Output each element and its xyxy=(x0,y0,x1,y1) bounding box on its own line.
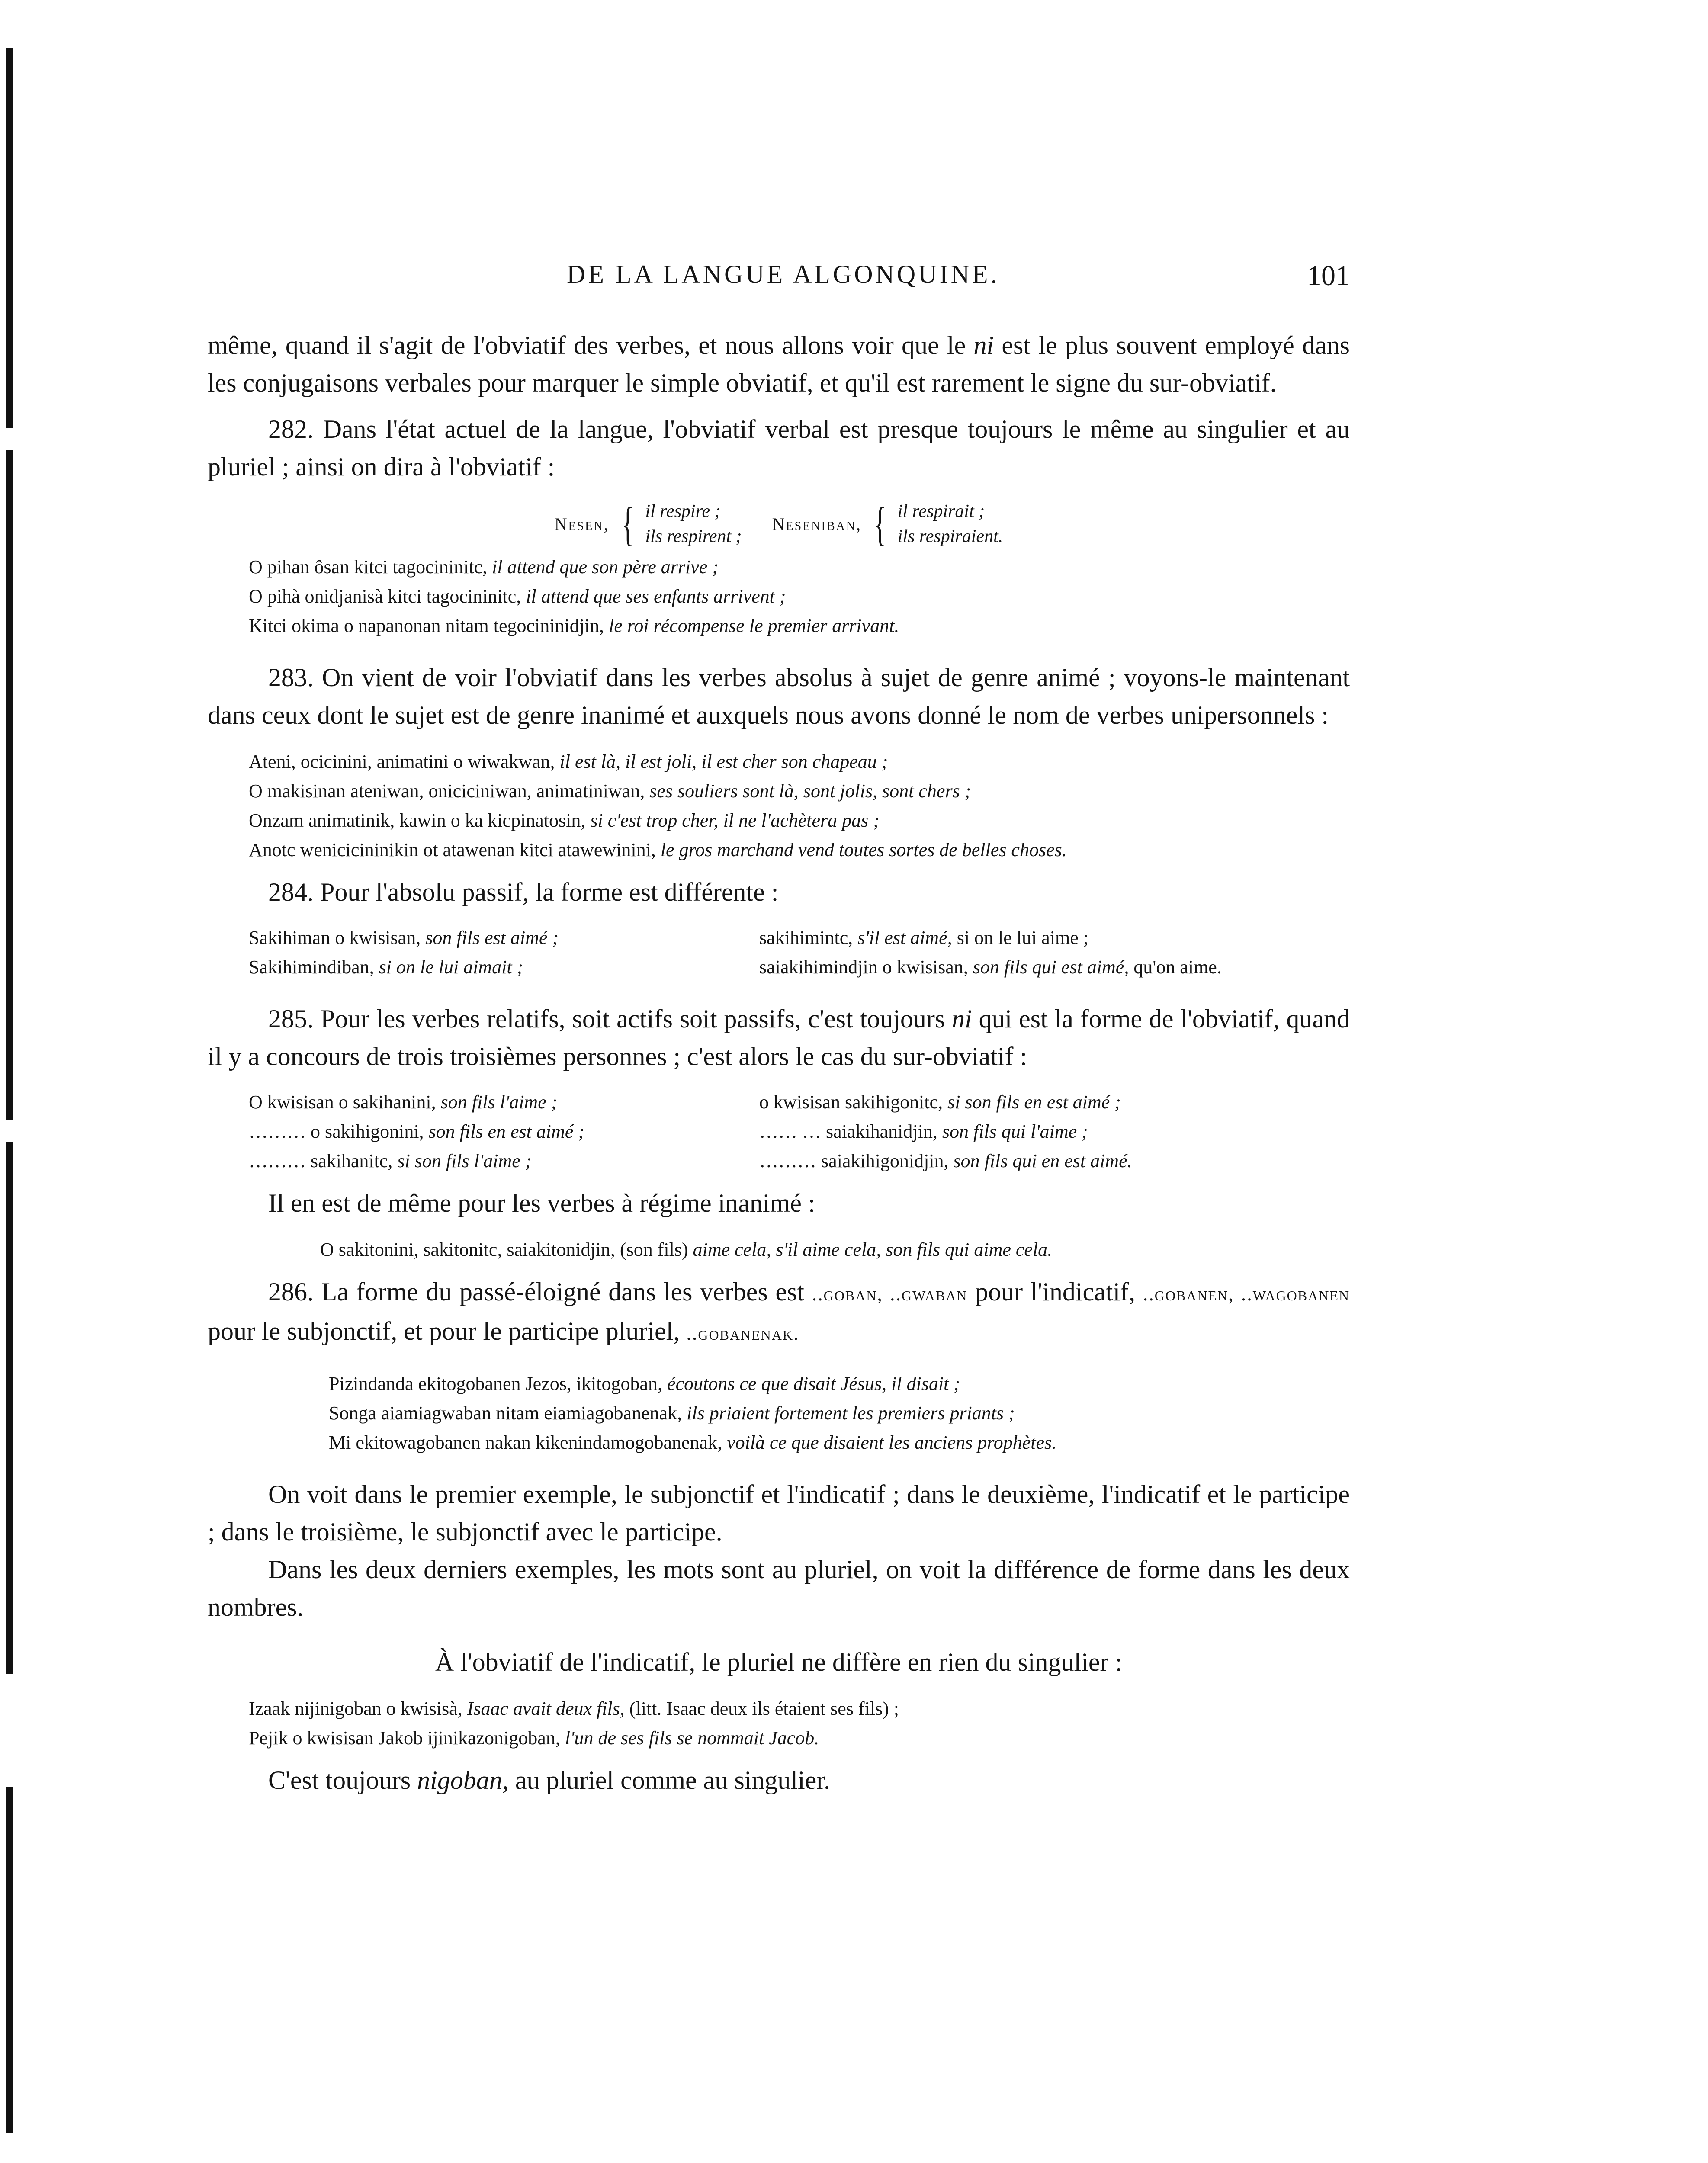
example-line: Mi ekitowagobanen nakan kikenindamogobanenak, voilà ce que disaient les anciens prophètes. xyxy=(329,1432,1057,1453)
example-line: ……… sakihanitc, si son fils l'aime ; xyxy=(249,1150,532,1171)
example-line: O makisinan ateniwan, oniciciniwan, animatiniwan, ses souliers sont là, sont jolis, sont chers ; xyxy=(249,780,971,802)
example-line: ……… saiakihigonidjin, son fils qui en est aimé. xyxy=(759,1150,1132,1171)
paragraph-on-voit: On voit dans le premier exemple, le subjonctif et l'indicatif ; dans le deuxième, l'indicatif et le participe ; dans le troisième, le subjonctif avec le participe. xyxy=(208,1480,1350,1546)
form-suffix: ..gobanen, ..wagobanen xyxy=(1143,1283,1350,1305)
conj-name: Nesen, xyxy=(554,514,610,534)
intro-paragraph: même, quand il s'agit de l'obviatif des verbes, et nous allons voir que le ni est le plus souvent employé dans les conjugaisons verbales pour marquer le simple obviatif, et qu'il est rarement le signe du sur-obviatif. xyxy=(208,331,1350,397)
example-line: Onzam animatinik, kawin o ka kicpinatosin, si c'est trop cher, il ne l'achètera pas ; xyxy=(249,810,880,831)
examples-282 xyxy=(249,552,1350,641)
example-line: Sakihimindiban, si on le lui aimait ; xyxy=(249,956,523,978)
text-flow xyxy=(208,327,1350,1799)
conj-form: ils respirent ; xyxy=(645,526,742,546)
nigoban-word: nigoban, xyxy=(417,1766,509,1794)
example-line: O pihà onidjanisà kitci tagocininitc, il attend que ses enfants arrivent ; xyxy=(249,586,786,607)
example-line: Izaak nijinigoban o kwisisà, Isaac avait deux fils, (litt. Isaac deux ils étaient ses fils) ; xyxy=(249,1698,899,1719)
obviatif-heading: À l'obviatif de l'indicatif, le pluriel ne diffère en rien du singulier : xyxy=(435,1648,1123,1676)
page xyxy=(208,0,1358,2163)
running-header xyxy=(208,260,1350,298)
example-line: sakihimintc, s'il est aimé, si on le lui aime ; xyxy=(759,927,1088,948)
example-line: O pihan ôsan kitci tagocininitc, il attend que son père arrive ; xyxy=(249,556,719,578)
conjugation-table xyxy=(208,499,1350,549)
example-line: Kitci okima o napanonan nitam tegocininidjin, le roi récompense le premier arrivant. xyxy=(249,615,899,636)
conj-form: il respirait ; xyxy=(897,501,985,521)
conj-form: ils respiraient. xyxy=(897,526,1003,546)
example-line: o kwisisan sakihigonitc, si son fils en est aimé ; xyxy=(759,1091,1121,1113)
ni-word: ni xyxy=(952,1004,972,1033)
binding-edge xyxy=(6,48,13,428)
paragraph-dans: Dans les deux derniers exemples, les mots sont au pluriel, on voit la différence de forme dans les deux nombres. xyxy=(208,1555,1350,1621)
inanime-intro: Il en est de même pour les verbes à régime inanimé : xyxy=(268,1189,815,1217)
examples-285 xyxy=(249,1088,1350,1176)
form-suffix: ..gobanenak. xyxy=(686,1322,799,1344)
examples-284 xyxy=(249,923,1350,982)
example-line: Pizindanda ekitogobanen Jezos, ikitogoban, écoutons ce que disait Jésus, il disait ; xyxy=(329,1373,960,1394)
form-suffix: ..goban, ..gwaban xyxy=(812,1283,968,1305)
paragraph-285: 285. Pour les verbes relatifs, soit actifs soit passifs, c'est toujours ni qui est la forme de l'obviatif, quand il y a concours de trois troisièmes personnes ; c'est alors le cas du sur-obviatif : xyxy=(208,1004,1350,1071)
example-line: ……… o sakihigonini, son fils en est aimé ; xyxy=(249,1121,585,1142)
example-line: Sakihiman o kwisisan, son fils est aimé ; xyxy=(249,927,559,948)
paragraph-283: 283. On vient de voir l'obviatif dans les verbes absolus à sujet de genre animé ; voyons-le maintenant dans ceux dont le sujet est de genre inanimé et auxquels nous avons donné le nom de verbes unipersonnels : xyxy=(208,663,1350,729)
paragraph-282: 282. Dans l'état actuel de la langue, l'obviatif verbal est presque toujours le même au singulier et au pluriel ; ainsi on dira à l'obviatif : xyxy=(208,415,1350,481)
example-line: …… … saiakihanidjin, son fils qui l'aime ; xyxy=(759,1121,1088,1142)
paragraph-286: 286. La forme du passé-éloigné dans les verbes est ..goban, ..gwaban pour l'indicatif, ..gobanen, ..wagobanen pour le subjonctif, et pour le participe pluriel, ..gobanenak. xyxy=(208,1277,1350,1345)
paragraph-284: 284. Pour l'absolu passif, la forme est différente : xyxy=(268,878,779,906)
nesen-conjugation: Nesen, { il respire ; ils respirent ; xyxy=(554,497,742,550)
example-line: Pejik o kwisisan Jakob ijinikazonigoban, l'un de ses fils se nommait Jacob. xyxy=(249,1727,819,1749)
example-line: O kwisisan o sakihanini, son fils l'aime ; xyxy=(249,1091,558,1113)
binding-edge xyxy=(6,1787,13,2133)
page-number: 101 xyxy=(1307,260,1350,292)
ni-word: ni xyxy=(973,331,994,359)
example-line: Ateni, ocicinini, animatini o wiwakwan, il est là, il est joli, il est cher son chapeau ; xyxy=(249,751,888,772)
example-line: Songa aiamiagwaban nitam eiamiagobanenak, ils priaient fortement les premiers priants ; xyxy=(329,1402,1015,1424)
conj-form: il respire ; xyxy=(645,501,721,521)
neseniban-conjugation: Neseniban, { il respirait ; ils respiraient. xyxy=(772,497,1003,550)
binding-edge xyxy=(6,450,13,1120)
examples-286 xyxy=(329,1369,1350,1457)
binding-edge xyxy=(6,1142,13,1674)
inanime-example xyxy=(320,1235,1350,1264)
example-line: Anotc wenicicininikin ot atawenan kitci atawewinini, le gros marchand vend toutes sortes de belles choses. xyxy=(249,839,1067,860)
examples-283 xyxy=(249,747,1350,865)
examples-obviatif xyxy=(249,1694,1350,1753)
closing-paragraph: C'est toujours nigoban, au pluriel comme au singulier. xyxy=(268,1766,830,1794)
example-line: saiakihimindjin o kwisisan, son fils qui est aimé, qu'on aime. xyxy=(759,956,1222,978)
running-title: DE LA LANGUE ALGONQUINE. xyxy=(567,260,1000,289)
conj-name: Neseniban, xyxy=(772,514,862,534)
example-line: O sakitonini, sakitonitc, saiakitonidjin, (son fils) aime cela, s'il aime cela, son fils qui aime cela. xyxy=(320,1239,1053,1260)
